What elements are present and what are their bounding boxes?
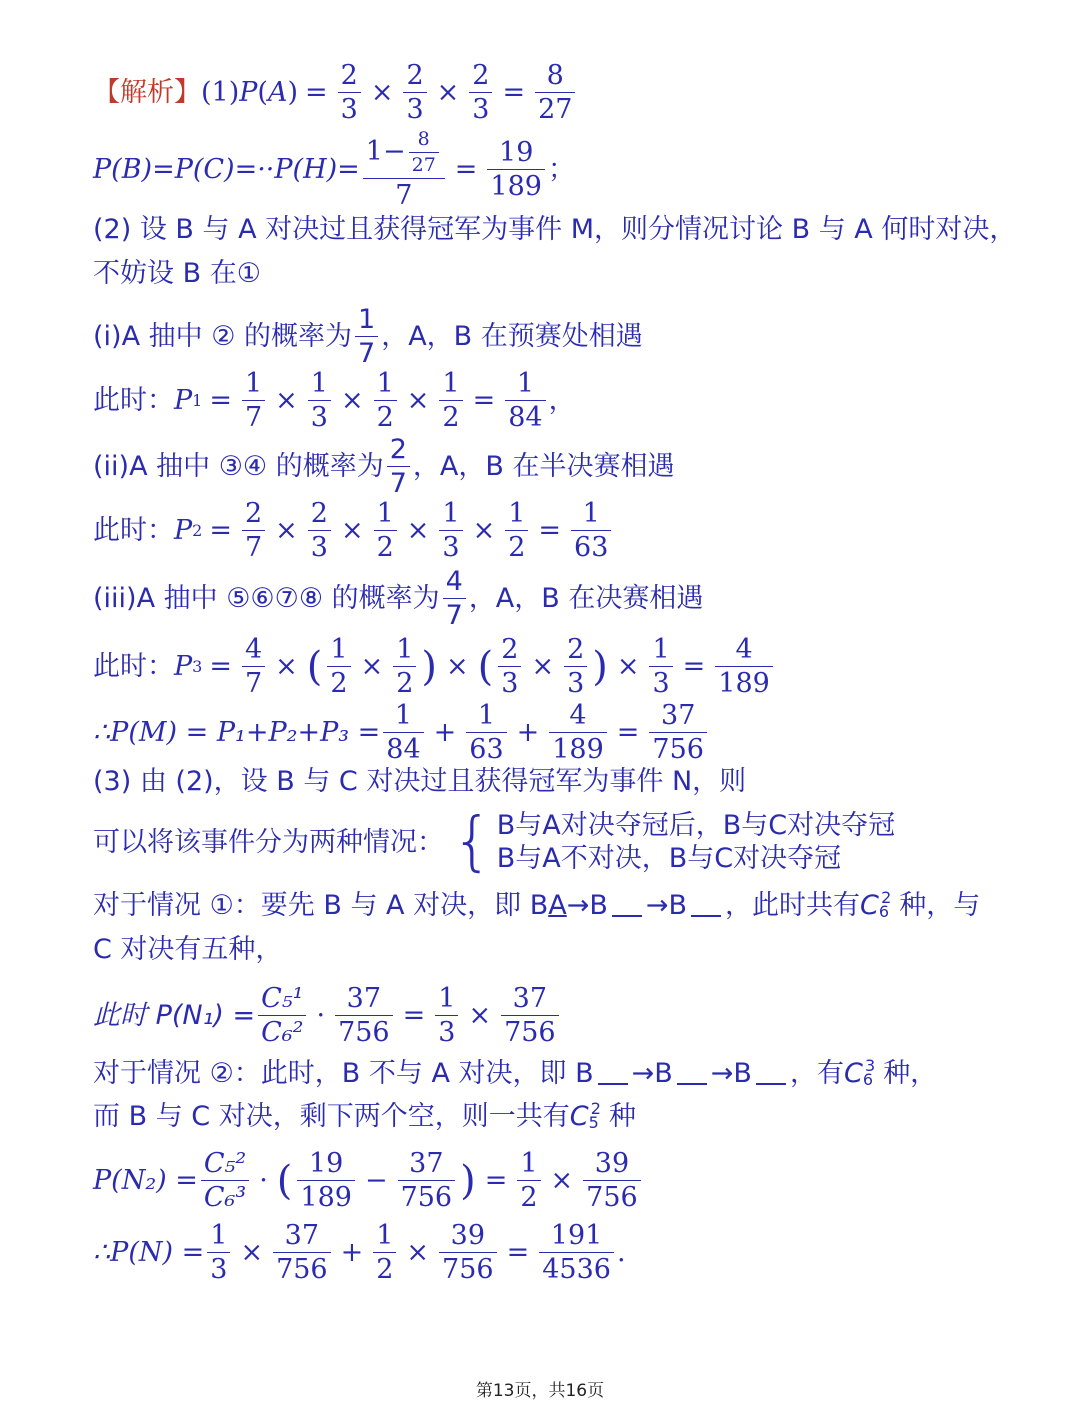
fraction-result: $\frac{19}{189}$ — [487, 139, 545, 200]
situation-1: 对于情况 ①：要先 B 与 A 对决，即 B A →B →B ，此时共有 C $_6$ $^2$ 种，与 — [93, 887, 981, 921]
part1-line2: P(B)=P(C)=··P(H)= 1− $\frac{8}{27}$ 7 = $\frac{19}{189}$ ； — [93, 128, 575, 211]
fraction: $\frac{1}{7}$ — [355, 306, 378, 367]
part2-intro2: 不妨设 B 在① — [93, 258, 261, 289]
case-i: (i) A 抽中 ② 的概率为 $\frac{1}{7}$ ，A，B 在预赛处相遇 — [93, 304, 643, 369]
pn-final: ∴P(N) = $\frac{1}{3}$ × $\frac{37}{756}$ + $\frac{1}{2}$ × $\frac{39}{756}$ = $\frac{191}{4536}$ . — [93, 1220, 626, 1285]
case-i-calc: 此时： P 1 = $\frac{1}{7}$ × $\frac{1}{3}$ × $\frac{1}{2}$ × $\frac{1}{2}$ = $\frac{1}{84}$ ， — [93, 368, 576, 433]
page-number: 第13页，共16页 — [475, 1381, 605, 1401]
part3-cases: 可以将该事件分为两种情况： { B与A对决夺冠后，B与C对决夺冠 B与A不对决，B与C对决夺冠 — [93, 805, 896, 879]
part1-line1: 【解析】 (1) P ( A ) = $\frac{2}{3}$ × $\frac{2}{3}$ × $\frac{2}{3}$ = $\frac{8}{27}$ — [93, 62, 1040, 123]
case-ii-calc: 此时： P 2 = $\frac{2}{7}$ × $\frac{2}{3}$ × $\frac{1}{2}$ × $\frac{1}{3}$ × $\frac{1}{2}$ = $\frac{1}{63}$ — [93, 500, 1040, 561]
pm-sum: ∴P(M) = P₁+P₂+P₃ = $\frac{1}{84}$ + $\frac{1}{63}$ + $\frac{4}{189}$ = $\frac{37}{756}$ — [93, 702, 1040, 763]
fraction-result: $\frac{8}{27}$ — [535, 62, 575, 123]
pn2: P(N₂) = $\frac{\text{C₅²}}{\text{C₆³}}$ · ( $\frac{19}{189}$ − $\frac{37}{756}$ ) = $\frac{1}{2}$ × $\frac{39}{756}$ — [93, 1150, 1040, 1211]
case-ii: (ii) A 抽中 ③④ 的概率为 $\frac{2}{7}$ ，A，B 在半决赛相遇 — [93, 434, 675, 499]
part3-intro: (3) 由 (2)，设 B 与 C 对决过且获得冠军为事件 N，则 — [93, 766, 747, 797]
situation-1-line2: C 对决有五种， — [93, 934, 283, 965]
part2-intro: (2) 设 B 与 A 对决过且获得冠军为事件 M，则分情况讨论 B 与 A 何时对决， — [93, 214, 1017, 245]
case-iii-calc: 此时： P 3 = $\frac{4}{7}$ × ( $\frac{1}{2}$ × $\frac{1}{2}$ ) × ( $\frac{2}{3}$ × $\frac{2}{3}$ ) × $\frac{1}{3}$ = $\frac{4}{189}$ — [93, 636, 1040, 697]
fraction: $\frac{2}{3}$ — [338, 62, 361, 123]
pn1: 此时 P(N₁) = $\frac{\text{C₅¹}}{\text{C₆²}}$ · $\frac{37}{756}$ = $\frac{1}{3}$ × $\frac{37}{756}$ — [93, 985, 1040, 1046]
analysis-tag: 【解析】 — [93, 77, 201, 108]
fraction: $\frac{2}{3}$ — [469, 62, 492, 123]
complex-fraction: 1− $\frac{8}{27}$ 7 — [363, 130, 445, 209]
situation-2-line2: 而 B 与 C 对决，剩下两个空，则一共有 C $_5$ $^2$ 种 — [93, 1098, 636, 1132]
part1-label: (1) — [201, 77, 240, 108]
situation-2: 对于情况 ②：此时，B 不与 A 对决，即 B →B →B ，有 C $_6$ $^3$ 种， — [93, 1055, 938, 1089]
pb-expression: P(B)=P(C)=··P(H)= — [93, 154, 360, 185]
fraction: $\frac{2}{3}$ — [403, 62, 426, 123]
case-iii: (iii) A 抽中 ⑤⑥⑦⑧ 的概率为 $\frac{4}{7}$ ，A，B 在决赛相遇 — [93, 566, 704, 631]
